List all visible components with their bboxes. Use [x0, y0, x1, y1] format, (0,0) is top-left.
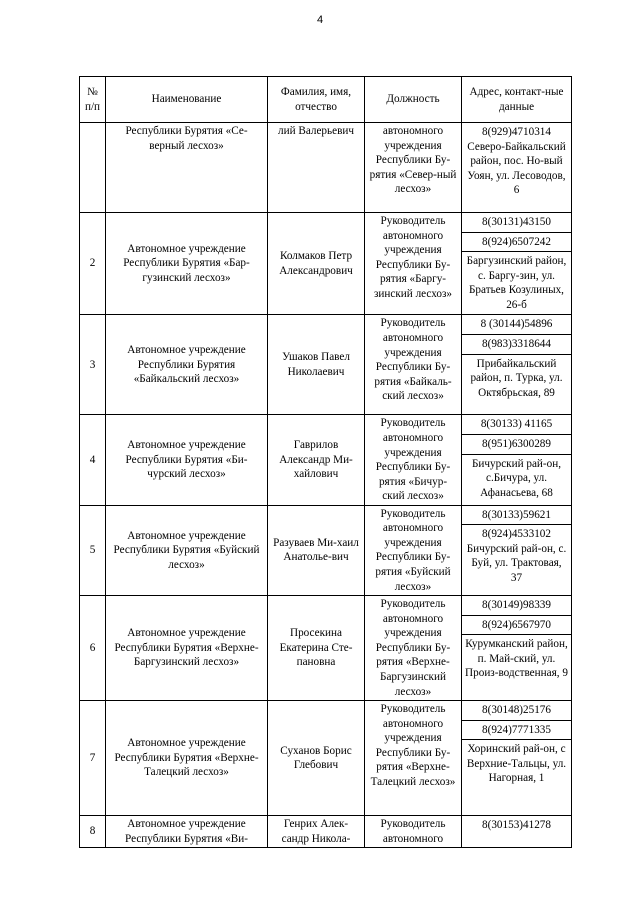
phone-number: 8(30131)43150 — [462, 213, 571, 233]
contact-cell — [462, 505, 572, 595]
position: Руководитель автономного учреждения Республики Бу-рятия «Верхне-Баргузинский лесхоз» — [365, 596, 462, 701]
row-number: 5 — [80, 505, 106, 595]
contact-cell — [462, 415, 572, 505]
row-number: 4 — [80, 415, 106, 505]
contact-cell — [462, 123, 572, 213]
position: Руководитель автономного учреждения Республики Бу-рятия «Бичур-ский лесхоз» — [365, 415, 462, 505]
position: Руководитель автономного учреждения Республики Бу-рятия «Баргу-зинский лесхоз» — [365, 213, 462, 315]
org-name: Автономное учреждение Республики Бурятия «Байкальский лесхоз» — [106, 315, 268, 415]
phone-number: 8(30149)98339 — [462, 596, 571, 616]
position: Руководитель автономного учреждения Республики Бу-рятия «Верхне-Талецкий лесхоз» — [365, 701, 462, 816]
position: Руководитель автономного учреждения Республики Бу-рятия «Байкаль-ский лесхоз» — [365, 315, 462, 415]
phone-number: 8(951)6300289 — [462, 435, 571, 455]
address-text: Бичурский рай-он, с.Бичура, ул. Афанасьева, 68 — [471, 457, 562, 499]
row-number: 2 — [80, 213, 106, 315]
contact-cell — [462, 213, 572, 315]
row-number: 6 — [80, 596, 106, 701]
row-number — [80, 123, 106, 213]
table-row — [80, 415, 572, 505]
org-name: Автономное учреждение Республики Бурятия «Би-чурский лесхоз» — [106, 415, 268, 505]
table-row — [80, 123, 572, 213]
table-header-row — [80, 77, 572, 123]
position: Руководитель автономного — [365, 816, 462, 848]
person-name: лий Валерьевич — [268, 123, 365, 213]
person-name: Просекина Екатерина Сте-пановна — [268, 596, 365, 701]
header-position: Должность — [365, 77, 462, 123]
phone-number: 8(924)6507242 — [462, 233, 571, 253]
table-body — [80, 123, 572, 848]
contact-cell — [462, 315, 572, 415]
phone-number: 8(924)7771335 — [462, 721, 571, 741]
address-text: 8(30153)41278 — [482, 819, 551, 832]
phone-number: 8 (30144)54896 — [462, 315, 571, 335]
table-row — [80, 505, 572, 595]
table-row — [80, 816, 572, 848]
table-row — [80, 596, 572, 701]
phone-number: 8(924)6567970 — [462, 616, 571, 636]
header-num: № п/п — [80, 77, 106, 123]
person-name: Разуваев Ми-хаил Анатолье-вич — [268, 505, 365, 595]
org-name: Автономное учреждение Республики Бурятия «Верхне-Талецкий лесхоз» — [106, 701, 268, 816]
phone-number: 8(983)3318644 — [462, 335, 571, 355]
contact-cell — [462, 701, 572, 816]
contact-cell — [462, 596, 572, 701]
header-address: Адрес, контакт-ные данные — [462, 77, 572, 123]
org-name: Автономное учреждение Республики Бурятия «Бар-гузинский лесхоз» — [106, 213, 268, 315]
address-text: Курумканский район, п. Май-ский, ул. Произ-водственная, 9 — [465, 638, 568, 680]
person-name: Суханов Борис Глебович — [268, 701, 365, 816]
contact-cell — [462, 816, 572, 848]
address-text: 8(929)4710314 Северо-Байкальский район, пос. Но-вый Уоян, ул. Лесоводов, 6 — [467, 126, 566, 197]
person-name: Колмаков Петр Александрович — [268, 213, 365, 315]
org-name: Автономное учреждение Республики Бурятия «Буйский лесхоз» — [106, 505, 268, 595]
header-name: Наименование — [106, 77, 268, 123]
table-row — [80, 315, 572, 415]
address-text: Прибайкальский район, п. Турка, ул. Октябрьская, 89 — [470, 357, 563, 399]
table-row — [80, 213, 572, 315]
org-name: Автономное учреждение Республики Бурятия «Верхне-Баргузинский лесхоз» — [106, 596, 268, 701]
position: Руководитель автономного учреждения Республики Бу-рятия «Буйский лесхоз» — [365, 505, 462, 595]
address-text: 8(924)4533102 Бичурский рай-он, с. Буй, ул. Трактовая, 37 — [466, 528, 567, 584]
table-row — [80, 701, 572, 816]
position: автономного учреждения Республики Бу-рятия «Север-ный лесхоз» — [365, 123, 462, 213]
row-number: 3 — [80, 315, 106, 415]
phone-number: 8(30148)25176 — [462, 701, 571, 721]
org-name: Республики Бурятия «Се-верный лесхоз» — [106, 123, 268, 213]
org-name: Автономное учреждение Республики Бурятия «Ви- — [106, 816, 268, 848]
person-name: Генрих Алек-сандр Никола- — [268, 816, 365, 848]
person-name: Гаврилов Александр Ми-хайлович — [268, 415, 365, 505]
person-name: Ушаков Павел Николаевич — [268, 315, 365, 415]
page-number: 4 — [316, 14, 324, 26]
address-text: Хоринский рай-он, с Верхние-Тальцы, ул. Нагорная, 1 — [466, 743, 567, 785]
phone-number: 8(30133) 41165 — [462, 415, 571, 435]
phone-number: 8(30133)59621 — [462, 506, 571, 526]
contacts-table — [79, 76, 572, 848]
row-number: 8 — [80, 816, 106, 848]
address-text: Баргузинский район, с. Баргу-зин, ул. Братьев Козулиных, 26-б — [466, 255, 567, 311]
row-number: 7 — [80, 701, 106, 816]
header-fio: Фамилия, имя, отчество — [268, 77, 365, 123]
